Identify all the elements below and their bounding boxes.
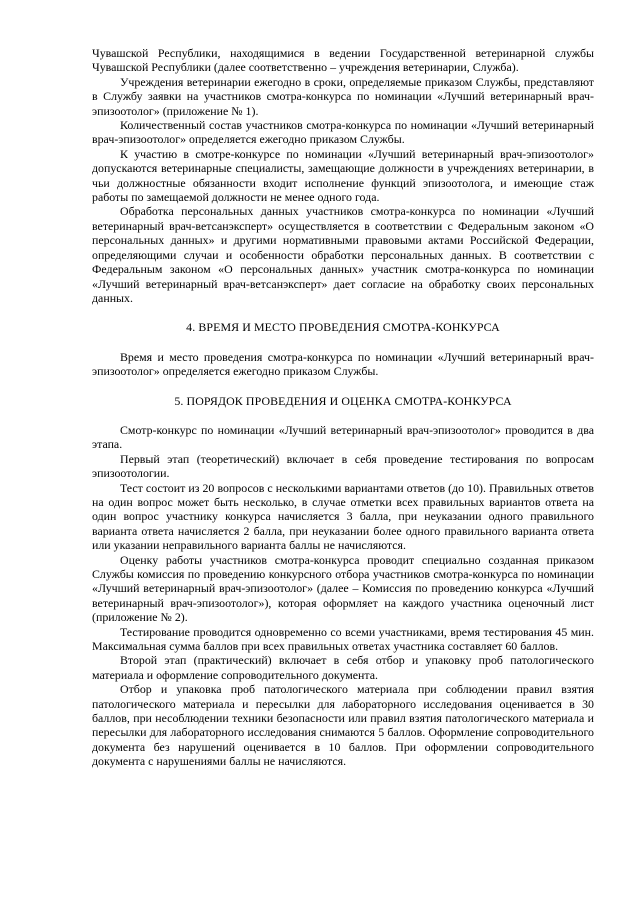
section-5-paragraph-sampling: Отбор и упаковка проб патологического материала при соблюдении правил взятия патологического материала и пересылки для лабораторного исследования оценивается в 30 баллов, при несоблюдении техники безопасности или правил взятия патологического материала и пересылки для лабораторного исследования снимаются 5 баллов. Оформление сопроводительного документа без нарушений оценивается в 10 баллов. При оформлении сопроводительного документа с нарушениями баллы не начисляются. [92,682,594,769]
paragraph-continuation: Чувашской Республики, находящимися в ведении Государственной ветеринарной службы Чувашской Республики (далее соответственно – учреждения ветеринарии, Служба). [92,46,594,75]
section-5-heading: 5. ПОРЯДОК ПРОВЕДЕНИЯ И ОЦЕНКА СМОТРА-КОНКУРСА [174,393,512,408]
section-5-paragraph-stages: Смотр-конкурс по номинации «Лучший ветеринарный врач-эпизоотолог» проводится в два этапа. [92,422,594,452]
paragraph-participant-count: Количественный состав участников смотра-конкурса по номинации «Лучший ветеринарный врач-эпизоотолог» определяется ежегодно приказом Службы. [92,118,594,147]
paragraph-applications: Учреждения ветеринарии ежегодно в сроки, определяемые приказом Службы, представляют в Службу заявки на участников смотра-конкурса по номинации «Лучший ветеринарный врач-эпизоотолог» (приложение № 1). [92,74,594,118]
section-5-paragraph-second-stage: Второй этап (практический) включает в себя отбор и упаковку проб патологического материала и оформление сопроводительного документа. [92,653,594,682]
paragraph-personal-data: Обработка персональных данных участников смотра-конкурса по номинации «Лучший ветеринарный врач-ветсанэксперт» осуществляется в соответствии с Федеральным законом «О персональных данных» и другими нормативными правовыми актами Российской Федерации, определяющими случаи и особенности обработки персональных данных. В соответствии с Федеральным законом «О персональных данных» участник смотра-конкурса по номинации «Лучший ветеринарный врач-ветсанэксперт» дает согласие на обработку своих персональных данных. [92,204,594,305]
section-5-paragraph-commission: Оценку работы участников смотра-конкурса проводит специально созданная приказом Службы комиссия по проведению конкурсного отбора участников смотра-конкурса по номинации «Лучший ветеринарный врач-эпизоотолог» (далее – Комиссия по проведению конкурса «Лучший ветеринарный врач-эпизоотолог»), которая оформляет на каждого участника оценочный лист (приложение № 2). [92,552,594,625]
section-5-paragraph-first-stage: Первый этап (теоретический) включает в себя проведение тестирования по вопросам эпизоотологии. [92,451,594,481]
section-5-paragraph-test: Тест состоит из 20 вопросов с несколькими вариантами ответов (до 10). Правильных ответов на один вопрос может быть несколько, в случае отметки всех правильных вариантов ответа на один вопрос участнику конкурса начисляется 3 балла, при неуказании одного правильного варианта ответа начисляется 2 балла, при неуказании более одного правильного варианта ответа или указании неправильного варианта баллы не начисляются. [92,480,594,553]
section-4-heading: 4. ВРЕМЯ И МЕСТО ПРОВЕДЕНИЯ СМОТРА-КОНКУРСА [186,320,500,335]
document-body [92,46,594,769]
section-4-paragraph: Время и место проведения смотра-конкурса по номинации «Лучший ветеринарный врач-эпизоотолог» определяется ежегодно приказом Службы. [92,349,594,379]
paragraph-eligibility: К участию в смотре-конкурсе по номинации «Лучший ветеринарный врач-эпизоотолог» допускаются ветеринарные специалисты, замещающие должности в учреждениях ветеринарии, в чьи должностные обязанности входит исполнение функций эпизоотолога, и имеющие стаж работы по замещаемой должности не менее одного года. [92,146,594,205]
section-5-paragraph-testing-time: Тестирование проводится одновременно со всеми участниками, время тестирования 45 мин. Максимальная сумма баллов при всех правильных ответах участника составляет 60 баллов. [92,624,594,654]
